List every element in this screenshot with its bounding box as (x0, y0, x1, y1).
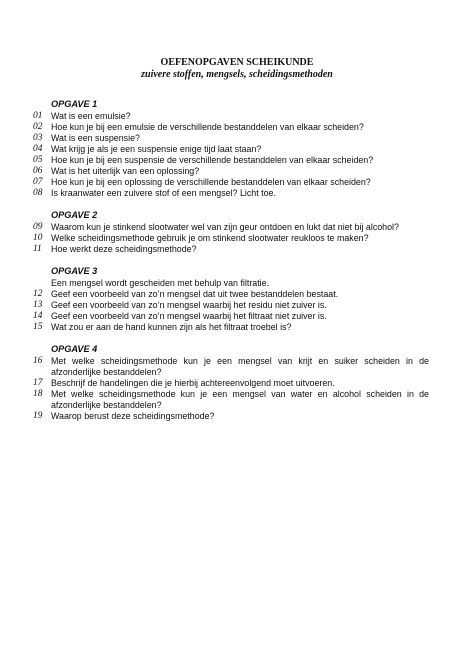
question-number: 10 (33, 233, 43, 243)
question-row (0, 111, 474, 123)
question-row (0, 144, 474, 156)
question-text: Geef een voorbeeld van zo’n mengsel waarbij het residu niet zuiver is. (51, 300, 327, 310)
question-text: Geef een voorbeeld van zo’n mengsel dat uit twee bestanddelen bestaat. (51, 289, 339, 299)
question-number: 14 (33, 311, 43, 321)
question-text: Hoe kun je bij een oplossing de verschillende bestanddelen van elkaar scheiden? (51, 177, 371, 187)
question-number: 05 (33, 155, 43, 165)
question-row (0, 133, 474, 145)
question-row (0, 356, 474, 368)
question-text: Geef een voorbeeld van zo’n mengsel waarbij het filtraat niet zuiver is. (51, 311, 327, 321)
question-text: Hoe kun je bij een emulsie de verschillende bestanddelen van elkaar scheiden? (51, 122, 364, 132)
question-text: Wat is een suspensie? (51, 133, 140, 143)
question-number: 13 (33, 300, 43, 310)
question-row (0, 378, 474, 390)
question-text-continuation: afzonderlijke bestanddelen? (51, 400, 162, 410)
question-text: Welke scheidingsmethode gebruik je om stinkend slootwater reukloos te maken? (51, 233, 369, 243)
question-number: 07 (33, 177, 43, 187)
question-row (0, 188, 474, 200)
question-row (0, 322, 474, 334)
question-row (0, 177, 474, 189)
question-number: 03 (33, 133, 43, 143)
question-number: 09 (33, 222, 43, 232)
question-row (0, 389, 474, 401)
section-heading: OPGAVE 4 (51, 344, 98, 354)
question-text: Met welke scheidingsmethode kun je een mengsel van krijt en suiker scheiden in de (51, 356, 429, 366)
question-row (0, 155, 474, 167)
question-text: Waarom kun je stinkend slootwater wel van zijn geur ontdoen en lukt dat niet bij alcohol? (51, 222, 399, 232)
question-continuation-row (0, 367, 474, 379)
question-text: Met welke scheidingsmethode kun je een mengsel van water en alcohol scheiden in de (51, 389, 429, 399)
question-text: Waarop berust deze scheidingsmethode? (51, 411, 215, 421)
intro-row (0, 278, 474, 290)
question-number: 17 (33, 378, 43, 388)
section-intro: Een mengsel wordt gescheiden met behulp van filtratie. (51, 278, 270, 288)
page-subtitle: zuivere stoffen, mengsels, scheidingsmethoden (141, 69, 333, 80)
page-title: OEFENOPGAVEN SCHEIKUNDE (160, 57, 314, 68)
question-number: 08 (33, 188, 43, 198)
question-text: Hoe kun je bij een suspensie de verschillende bestanddelen van elkaar scheiden? (51, 155, 374, 165)
question-row (0, 244, 474, 256)
question-continuation-row (0, 400, 474, 412)
question-number: 06 (33, 166, 43, 176)
question-number: 04 (33, 144, 43, 154)
question-row (0, 411, 474, 423)
question-text: Beschrijf de handelingen die je hierbij achtereenvolgend moet uitvoeren. (51, 378, 335, 388)
section-heading: OPGAVE 3 (51, 266, 98, 276)
question-text: Wat krijg je als je een suspensie enige tijd laat staan? (51, 144, 262, 154)
question-row (0, 289, 474, 301)
question-row (0, 300, 474, 312)
question-text: Wat is een emulsie? (51, 111, 131, 121)
question-number: 02 (33, 122, 43, 132)
question-row (0, 233, 474, 245)
question-row (0, 222, 474, 234)
question-row (0, 166, 474, 178)
question-number: 16 (33, 356, 43, 366)
question-number: 01 (33, 111, 43, 121)
question-text-continuation: afzonderlijke bestanddelen? (51, 367, 162, 377)
question-text: Is kraanwater een zuivere stof of een mengsel? Licht toe. (51, 188, 276, 198)
question-row (0, 311, 474, 323)
section-heading: OPGAVE 1 (51, 99, 98, 109)
question-text: Hoe werkt deze scheidingsmethode? (51, 244, 197, 254)
question-text: Wat zou er aan de hand kunnen zijn als het filtraat troebel is? (51, 322, 292, 332)
question-text: Wat is het uiterlijk van een oplossing? (51, 166, 200, 176)
question-number: 15 (33, 322, 43, 332)
question-row (0, 122, 474, 134)
question-number: 12 (33, 289, 43, 299)
question-number: 18 (33, 389, 43, 399)
section-heading: OPGAVE 2 (51, 210, 98, 220)
question-number: 19 (33, 411, 43, 421)
question-number: 11 (33, 244, 42, 254)
